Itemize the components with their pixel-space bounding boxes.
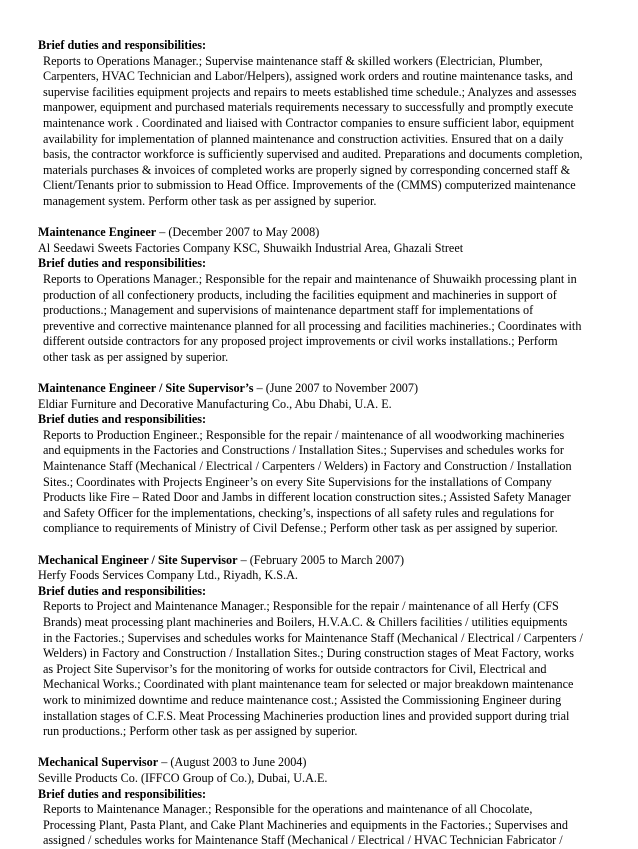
duties-line: installation stages of C.F.S. Meat Processing Machineries production lines and provided support during trial bbox=[43, 708, 570, 723]
duties-line: and Safety Officer for the implementations, checking’s, inspections of all safety rules and regulations for bbox=[43, 505, 554, 520]
duties-paragraph bbox=[38, 54, 610, 210]
role-title: Mechanical Supervisor bbox=[38, 755, 159, 770]
duties-line: Reports to Production Engineer.; Responsible for the repair / maintenance of all woodworking machineries bbox=[43, 427, 565, 442]
role-dates: – (June 2007 to November 2007) bbox=[253, 381, 419, 396]
duties-line: work to minimized downtime and reduce maintenance cost.; Assisted the Commissioning Engineer during bbox=[43, 692, 562, 707]
company-name: Herfy Foods Services Company Ltd., Riyadh, K.S.A. bbox=[38, 568, 298, 583]
duties-line: assigned / schedules works for Maintenance Staff (Mechanical / Electrical / HVAC Technician Fabricator / bbox=[43, 833, 563, 848]
duties-line: availability for implementation of planned maintenance and construction activities. Ensured that on a daily bbox=[43, 131, 564, 146]
duties-line: materials purchases & invoices of completed works are properly signed by corresponding concerned staff & bbox=[43, 162, 571, 177]
company-name: Al Seedawi Sweets Factories Company KSC, Shuwaikh Industrial Area, Ghazali Street bbox=[38, 240, 464, 255]
role-line bbox=[38, 553, 610, 569]
duties-line: maintenance work . Coordinated and liaised with Contractor companies to ensure sufficient labor, equipment bbox=[43, 115, 574, 130]
duties-line: Reports to Operations Manager.; Responsible for the repair and maintenance of Shuwaikh processing plant in bbox=[43, 271, 577, 286]
duties-line: Brands) meat processing plant machineries and Boilers, H.V.A.C. & Chillers facilities / utilities equipments bbox=[43, 614, 568, 629]
company-name: Seville Products Co. (IFFCO Group of Co.), Dubai, U.A.E. bbox=[38, 770, 328, 785]
job-block-5 bbox=[38, 755, 610, 849]
duties-paragraph bbox=[38, 802, 610, 849]
duties-heading: Brief duties and responsibilities: bbox=[38, 583, 207, 598]
duties-heading: Brief duties and responsibilities: bbox=[38, 412, 207, 427]
duties-line: and equipments in the Factories and Constructions / Installation Sites.; Supervises and schedules works for bbox=[43, 443, 564, 458]
duties-heading: Brief duties and responsibilities: bbox=[38, 786, 207, 801]
duties-line: production of all confectionery products, including the facilities equipment and machineries in support of bbox=[43, 287, 557, 302]
duties-line: Client/Tenants prior to submission to Head Office. Improvements of the (CMMS) computerized maintenance bbox=[43, 178, 576, 193]
role-title: Mechanical Engineer / Site Supervisor bbox=[38, 552, 238, 567]
duties-line: Reports to Maintenance Manager.; Responsible for the operations and maintenance of all Chocolate, bbox=[43, 802, 533, 817]
role-line bbox=[38, 225, 610, 241]
role-dates: – (December 2007 to May 2008) bbox=[156, 225, 320, 240]
duties-line: Products like Fire – Rated Door and Jambs in different location construction sites.; Assisted Safety Manager bbox=[43, 490, 571, 505]
job-block-1 bbox=[38, 38, 610, 210]
duties-line: manpower, equipment and purchased materials requirements necessary to successfully and promptly execute bbox=[43, 100, 574, 115]
duties-line: Reports to Operations Manager.; Supervise maintenance staff & skilled workers (Electrician, Plumber, bbox=[43, 53, 543, 68]
duties-line: Processing Plant, Pasta Plant, and Cake Plant Machineries and equipments in the Factories.; Supervises and bbox=[43, 817, 568, 832]
duties-heading: Brief duties and responsibilities: bbox=[38, 256, 207, 271]
role-title: Maintenance Engineer bbox=[38, 225, 157, 240]
duties-line: management system. Perform other task as per assigned by superior. bbox=[43, 193, 377, 208]
duties-paragraph bbox=[38, 272, 610, 366]
role-line bbox=[38, 381, 610, 397]
role-line bbox=[38, 755, 610, 771]
job-block-4 bbox=[38, 553, 610, 740]
duties-line: basis, the contractor workforce is sufficiently supervised and audited. Preparations and documents completion, bbox=[43, 147, 583, 162]
duties-line: as Project Site Supervisor’s for the monitoring of works for outside contractors for Civil, Electrical and bbox=[43, 661, 547, 676]
duties-line: Mechanical Works.; Coordinated with plant maintenance team for selected or major breakdown maintenance bbox=[43, 677, 574, 692]
duties-line: compliance to requirements of Ministry of Civil Defense.; Perform other task as per assigned by superior. bbox=[43, 521, 558, 536]
company-name: Eldiar Furniture and Decorative Manufacturing Co., Abu Dhabi, U.A. E. bbox=[38, 396, 392, 411]
duties-heading: Brief duties and responsibilities: bbox=[38, 38, 207, 52]
job-block-2 bbox=[38, 225, 610, 365]
duties-line: different outside contractors for any proposed project improvements or civil works installations.; Perform bbox=[43, 334, 558, 349]
resume-page bbox=[38, 38, 610, 849]
duties-paragraph bbox=[38, 428, 610, 537]
duties-line: Maintenance Staff (Mechanical / Electrical / Carpenters / Welders) in Factory and Construction / Installation bbox=[43, 459, 572, 474]
role-title: Maintenance Engineer / Site Supervisor’s bbox=[38, 381, 254, 396]
role-dates: – (August 2003 to June 2004) bbox=[158, 755, 307, 770]
duties-line: Reports to Project and Maintenance Manager.; Responsible for the repair / maintenance of all Herfy (CFS bbox=[43, 599, 559, 614]
duties-line: Sites.; Coordinates with Projects Engineer’s on every Site Supervisions for the installations of Company bbox=[43, 474, 552, 489]
role-dates: – (February 2005 to March 2007) bbox=[237, 552, 405, 567]
duties-line: productions.; Management and supervisions of maintenance department staff for implementations of bbox=[43, 303, 534, 318]
duties-line: Welders) in Factory and Construction / Installation Sites.; During construction stages of Meat Factory, works bbox=[43, 646, 574, 661]
duties-line: supervise facilities equipment projects and repairs to meets established time schedule.; Analyzes and assesses bbox=[43, 84, 577, 99]
duties-line: run productions.; Perform other task as per assigned by superior. bbox=[43, 724, 358, 739]
duties-line: other task as per assigned by superior. bbox=[43, 349, 229, 364]
duties-line: Carpenters, HVAC Technician and Labor/Helpers), assigned work orders and routine maintenance tasks, and bbox=[43, 69, 573, 84]
duties-line: in the Factories.; Supervises and schedules works for Maintenance Staff (Mechanical / Electrical / Carpenters / bbox=[43, 630, 583, 645]
job-block-3 bbox=[38, 381, 610, 537]
duties-line: preventive and corrective maintenance planned for all processing and facilities machineries.; Coordinates with bbox=[43, 318, 582, 333]
duties-paragraph bbox=[38, 599, 610, 739]
